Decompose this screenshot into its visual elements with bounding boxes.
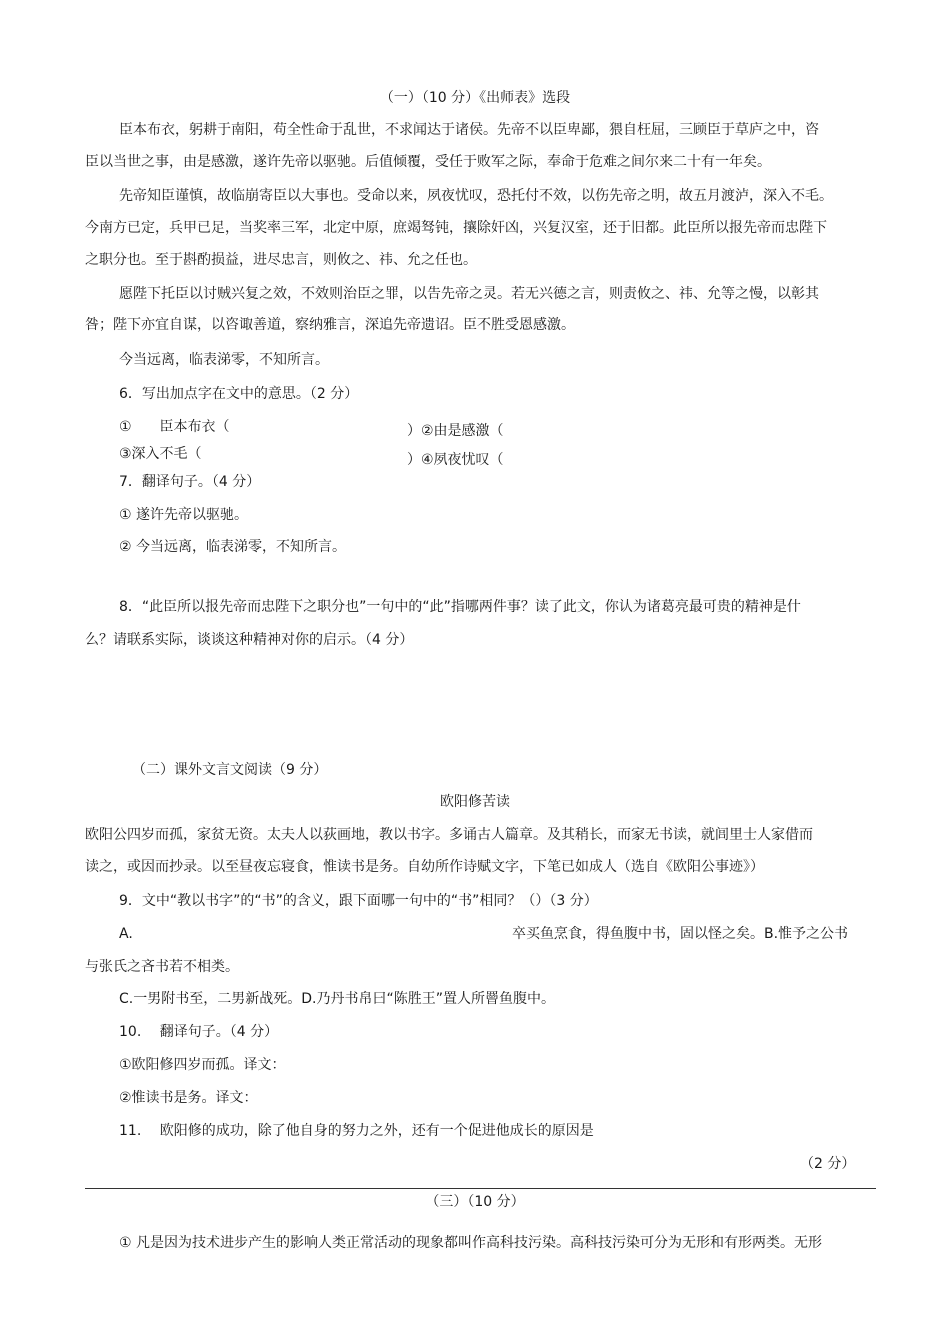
section2-title: 欧阳修苦读 [440,794,510,810]
question-6: 6．写出加点字在文中的意思。（2 分） [119,386,359,402]
section-divider [85,1188,876,1189]
section1-p2-line3: 之职分也。至于斟酌损益，进尽忠言，则攸之、祎、允之任也。 [85,252,477,268]
section2-passage-line2: 读之，或因而抄录。以至昼夜忘寝食，惟读书是务。自幼所作诗赋文字，下笔已如成人（选自《欧阳公事迹》） [85,859,764,875]
question-8-line1: 8．“此臣所以报先帝而忠陛下之职分也”一句中的“此”指哪两件事？读了此文，你认为诸葛亮最可贵的精神是什 [119,599,801,615]
section3-heading: （三）（10 分） [425,1194,525,1210]
section3-p1: ① 凡是因为技术进步产生的影响人类正常活动的现象都叫作高科技污染。高科技污染可分为无形和有形两类。无形 [119,1235,822,1251]
question-11: 11. 欧阳修的成功，除了他自身的努力之外，还有一个促进他成长的原因是 [119,1123,594,1139]
question-11-score: （2 分） [800,1156,856,1172]
section1-p1-line2: 臣以当世之事，由是感激，遂许先帝以驱驰。后值倾覆，受任于败军之际，奉命于危难之间尔来二十有一年矣。 [85,154,771,170]
section1-p4: 今当远离，临表涕零，不知所言。 [119,352,329,368]
question-10-item1: ①欧阳修四岁而孤。译文： [119,1057,286,1073]
question-9-option-c: C.一男附书至，二男新战死。D.乃丹书帛曰“陈胜王”置人所罾鱼腹中。 [119,991,555,1007]
question-9-option-a-label: A. [119,926,133,942]
question-7-item2: ② 今当远离，临表涕零，不知所言。 [119,539,347,555]
question-9-option-a-cont: 与张氏之吝书若不相类。 [85,959,239,975]
question-6-item1: ① 臣本布衣（ [119,419,230,435]
question-10: 10. 翻译句子。（4 分） [119,1024,279,1040]
section1-p2-line1: 先帝知臣谨慎，故临崩寄臣以大事也。受命以来，夙夜忧叹，恐托付不效，以伤先帝之明，故五月渡泸，深入不毛。 [119,188,833,204]
section1-p2-line2: 今南方已定，兵甲已足，当奖率三军，北定中原，庶竭驽钝，攘除奸凶，兴复汉室，还于旧都。此臣所以报先帝而忠陛下 [85,220,827,236]
question-8-line2: 么？请联系实际，谈谈这种精神对你的启示。（4 分） [85,632,414,648]
question-7-item1: ① 遂许先帝以驱驰。 [119,507,249,523]
section1-p3-line1: 愿陛下托臣以讨贼兴复之效，不效则治臣之罪，以告先帝之灵。若无兴德之言，则责攸之、祎、允等之慢，以彰其 [119,286,819,302]
question-9: 9．文中“教以书字”的“书”的含义，跟下面哪一句中的“书”相同？（）（3 分） [119,893,598,909]
section2-passage-line1: 欧阳公四岁而孤，家贫无资。太夫人以荻画地，教以书字。多诵古人篇章。及其稍长，而家无书读，就闾里士人家借而 [85,827,813,843]
question-6-item3: ③深入不毛（ [119,446,202,462]
question-6-item2: ）②由是感激（ [407,423,504,439]
question-10-item2: ②惟读书是务。译文： [119,1090,258,1106]
question-7: 7．翻译句子。（4 分） [119,474,261,490]
section2-heading: （二）课外文言文阅读（9 分） [132,762,328,778]
question-9-option-a-text: 卒买鱼烹食，得鱼腹中书，固以怪之矣。B.惟予之公书 [512,926,849,942]
section1-heading: （一）（10 分）《出师表》选段 [379,90,571,106]
section1-p1-line1: 臣本布衣，躬耕于南阳，苟全性命于乱世，不求闻达于诸侯。先帝不以臣卑鄙，猥自枉屈，三顾臣于草庐之中，咨 [119,122,819,138]
question-6-item4: ）④夙夜忧叹（ [407,452,504,468]
section1-p3-line2: 咎；陛下亦宜自谋，以咨诹善道，察纳雅言，深追先帝遗诏。臣不胜受恩感激。 [85,317,575,333]
